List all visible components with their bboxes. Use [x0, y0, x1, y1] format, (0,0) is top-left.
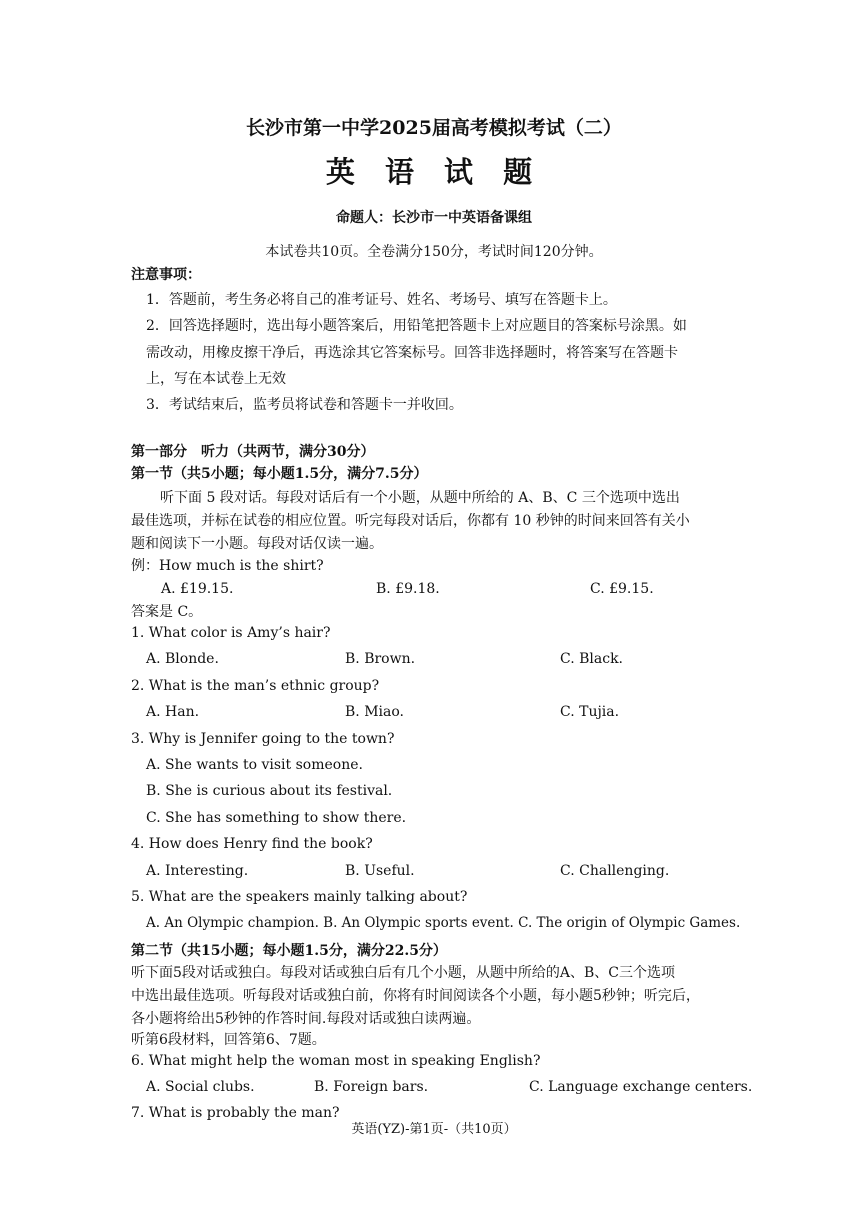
option-b: B. Miao.	[345, 704, 404, 720]
instruction-line: 听下面 5 段对话。每段对话后有一个小题，从题中所给的 A、B、C 三个选项中选出	[160, 490, 680, 506]
instruction-line: 听下面5段对话或独白。每段对话或独白后有几个小题，从题中所给的A、B、C三个选项	[131, 965, 676, 981]
part1-heading: 第一部分 听力（共两节，满分30分）	[131, 444, 375, 460]
instruction-line: 最佳选项，并标在试卷的相应位置。听完每段对话后，你都有 10 秒钟的时间来回答有关小	[131, 513, 690, 529]
note-line: 2．回答选择题时，选出每小题答案后，用铅笔把答题卡上对应题目的答案标号涂黑。如	[146, 318, 687, 334]
question-1: 1. What color is Amy’s hair?	[131, 625, 331, 641]
note-line: 3．考试结束后，监考员将试卷和答题卡一并收回。	[146, 397, 463, 413]
question-4: 4. How does Henry find the book?	[131, 836, 373, 852]
option-a: A. Blonde.	[146, 651, 219, 667]
option-c: C. Language exchange centers.	[529, 1079, 753, 1095]
example-question: 例：How much is the shirt?	[131, 558, 324, 574]
exam-info: 本试卷共10页。全卷满分150分，考试时间120分钟。	[265, 244, 603, 260]
instruction-line: 中选出最佳选项。听每段对话或独白前，你将有时间阅读各个小题，每小题5秒钟；听完后，	[131, 988, 700, 1004]
option-c: C. £9.15.	[590, 581, 654, 597]
question-2: 2. What is the man’s ethnic group?	[131, 678, 380, 694]
option-b: B. £9.18.	[376, 581, 440, 597]
question-7: 7. What is probably the man?	[131, 1105, 340, 1121]
example-answer: 答案是 C。	[131, 604, 203, 620]
note-line: 需改动，用橡皮擦干净后，再选涂其它答案标号。回答非选择题时，将答案写在答题卡	[146, 345, 678, 361]
option-a: A. Han.	[146, 704, 200, 720]
exam-title: 长沙市第一中学2025届高考模拟考试（二）	[246, 117, 622, 139]
option-b: B. Brown.	[345, 651, 416, 667]
question-3: 3. Why is Jennifer going to the town?	[131, 731, 395, 747]
option-b: B. She is curious about its festival.	[146, 783, 393, 799]
option-c: C. Tujia.	[560, 704, 620, 720]
note-line: 1．答题前，考生务必将自己的准考证号、姓名、考场号、填写在答题卡上。	[146, 292, 617, 308]
option-c: C. Black.	[560, 651, 623, 667]
instruction-line: 各小题将给出5秒钟的作答时间.每段对话或独白读两遍。	[131, 1011, 481, 1027]
question-5-options: A. An Olympic champion. B. An Olympic sports event. C. The origin of Olympic Games.	[146, 915, 741, 931]
option-a: A. Social clubs.	[146, 1079, 255, 1095]
page-footer: 英语(YZ)-第1页-（共10页）	[351, 1122, 517, 1137]
author-line: 命题人：长沙市一中英语备课组	[336, 210, 532, 226]
section2-heading: 第二节（共15小题；每小题1.5分，满分22.5分）	[131, 943, 447, 959]
note-line: 上，写在本试卷上无效	[146, 371, 286, 387]
subject-title: 英 语 试 题	[325, 155, 543, 189]
instruction-line: 题和阅读下一小题。每段对话仅读一遍。	[131, 536, 383, 552]
section1-heading: 第一节（共5小题；每小题1.5分，满分7.5分）	[131, 466, 428, 482]
option-b: B. Foreign bars.	[314, 1079, 429, 1095]
option-c: C. Challenging.	[560, 863, 670, 879]
question-6: 6. What might help the woman most in speaking English?	[131, 1053, 541, 1069]
option-c: C. She has something to show there.	[146, 810, 407, 826]
material-note: 听第6段材料，回答第6、7题。	[131, 1032, 326, 1048]
option-a: A. She wants to visit someone.	[146, 757, 363, 773]
notes-heading: 注意事项：	[131, 267, 201, 283]
option-b: B. Useful.	[345, 863, 415, 879]
option-a: A. £19.15.	[161, 581, 234, 597]
option-a: A. Interesting.	[146, 863, 249, 879]
question-5: 5. What are the speakers mainly talking about?	[131, 889, 468, 905]
